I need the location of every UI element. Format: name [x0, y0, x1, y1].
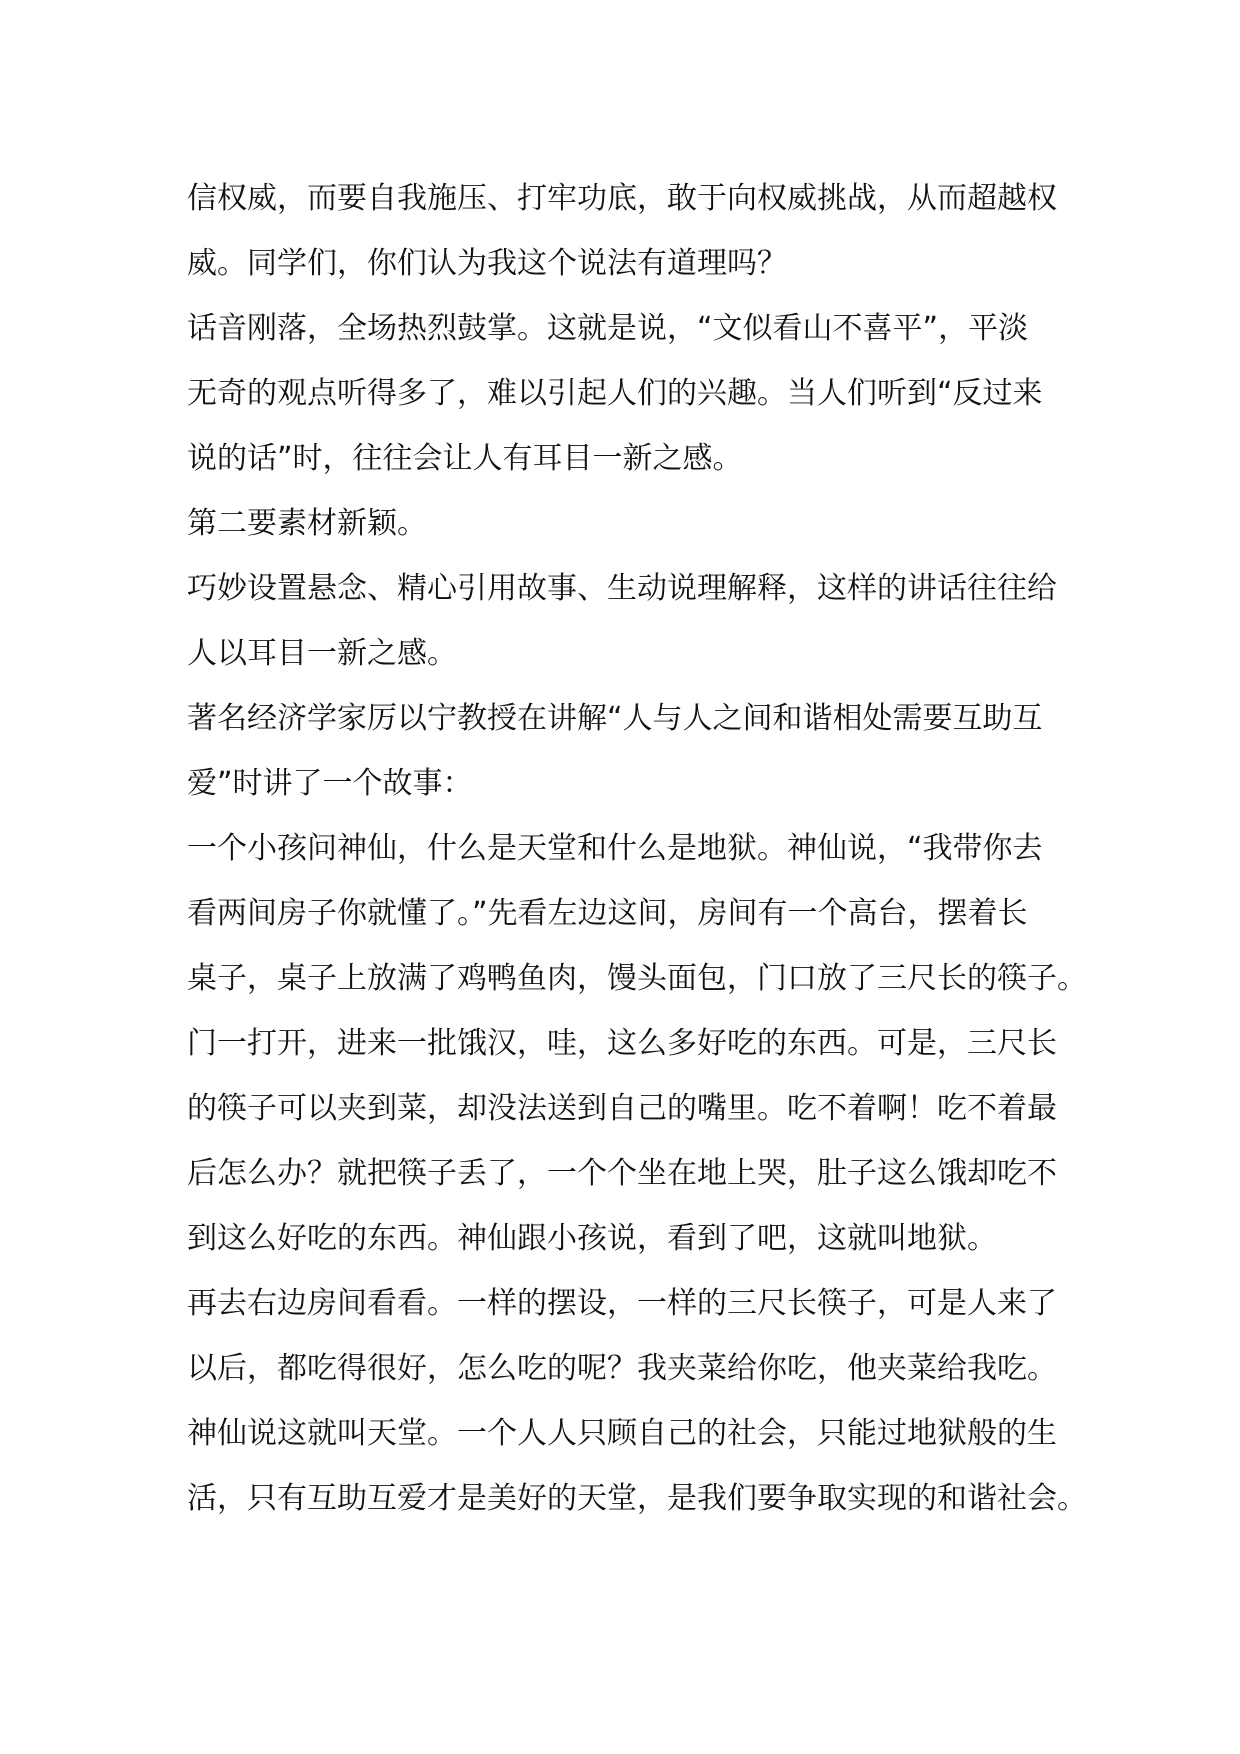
text-line: 话音刚落，全场热烈鼓掌。这就是说，“文似看山不喜平”，平淡 [187, 311, 1029, 346]
text-line: 人以耳目一新之感。 [187, 636, 457, 671]
text-line: 桌子，桌子上放满了鸡鸭鱼肉，馒头面包，门口放了三尺长的筷子。 [187, 961, 1087, 996]
text-line: 的筷子可以夹到菜，却没法送到自己的嘴里。吃不着啊！吃不着最 [187, 1091, 1057, 1126]
text-line: 威。同学们，你们认为我这个说法有道理吗？ [187, 246, 787, 281]
text-line: 信权威，而要自我施压、打牢功底，敢于向权威挑战，从而超越权 [187, 181, 1057, 216]
text-line: 再去右边房间看看。一样的摆设，一样的三尺长筷子，可是人来了 [187, 1286, 1057, 1321]
text-line: 一个小孩问神仙，什么是天堂和什么是地狱。神仙说，“我带你去 [187, 831, 1043, 866]
text-line: 说的话”时，往往会让人有耳目一新之感。 [187, 441, 743, 476]
text-line: 神仙说这就叫天堂。一个人人只顾自己的社会，只能过地狱般的生 [187, 1416, 1057, 1451]
text-line: 以后，都吃得很好，怎么吃的呢？我夹菜给你吃，他夹菜给我吃。 [187, 1351, 1057, 1386]
text-line: 到这么好吃的东西。神仙跟小孩说，看到了吧，这就叫地狱。 [187, 1221, 997, 1256]
text-line: 无奇的观点听得多了，难以引起人们的兴趣。当人们听到“反过来 [187, 376, 1043, 411]
text-line: 看两间房子你就懂了。”先看左边这间，房间有一个高台，摆着长 [187, 896, 1028, 931]
text-line: 门一打开，进来一批饿汉，哇，这么多好吃的东西。可是，三尺长 [187, 1026, 1057, 1061]
text-line: 后怎么办？就把筷子丢了，一个个坐在地上哭，肚子这么饿却吃不 [187, 1156, 1057, 1191]
text-line: 爱”时讲了一个故事： [187, 766, 473, 801]
text-line: 巧妙设置悬念、精心引用故事、生动说理解释，这样的讲话往往给 [187, 571, 1057, 606]
text-line: 第二要素材新颖。 [187, 506, 427, 541]
text-line: 活，只有互助互爱才是美好的天堂，是我们要争取实现的和谐社会。 [187, 1481, 1087, 1516]
text-line: 著名经济学家厉以宁教授在讲解“人与人之间和谐相处需要互助互 [187, 701, 1043, 736]
document-body [187, 166, 1087, 1531]
